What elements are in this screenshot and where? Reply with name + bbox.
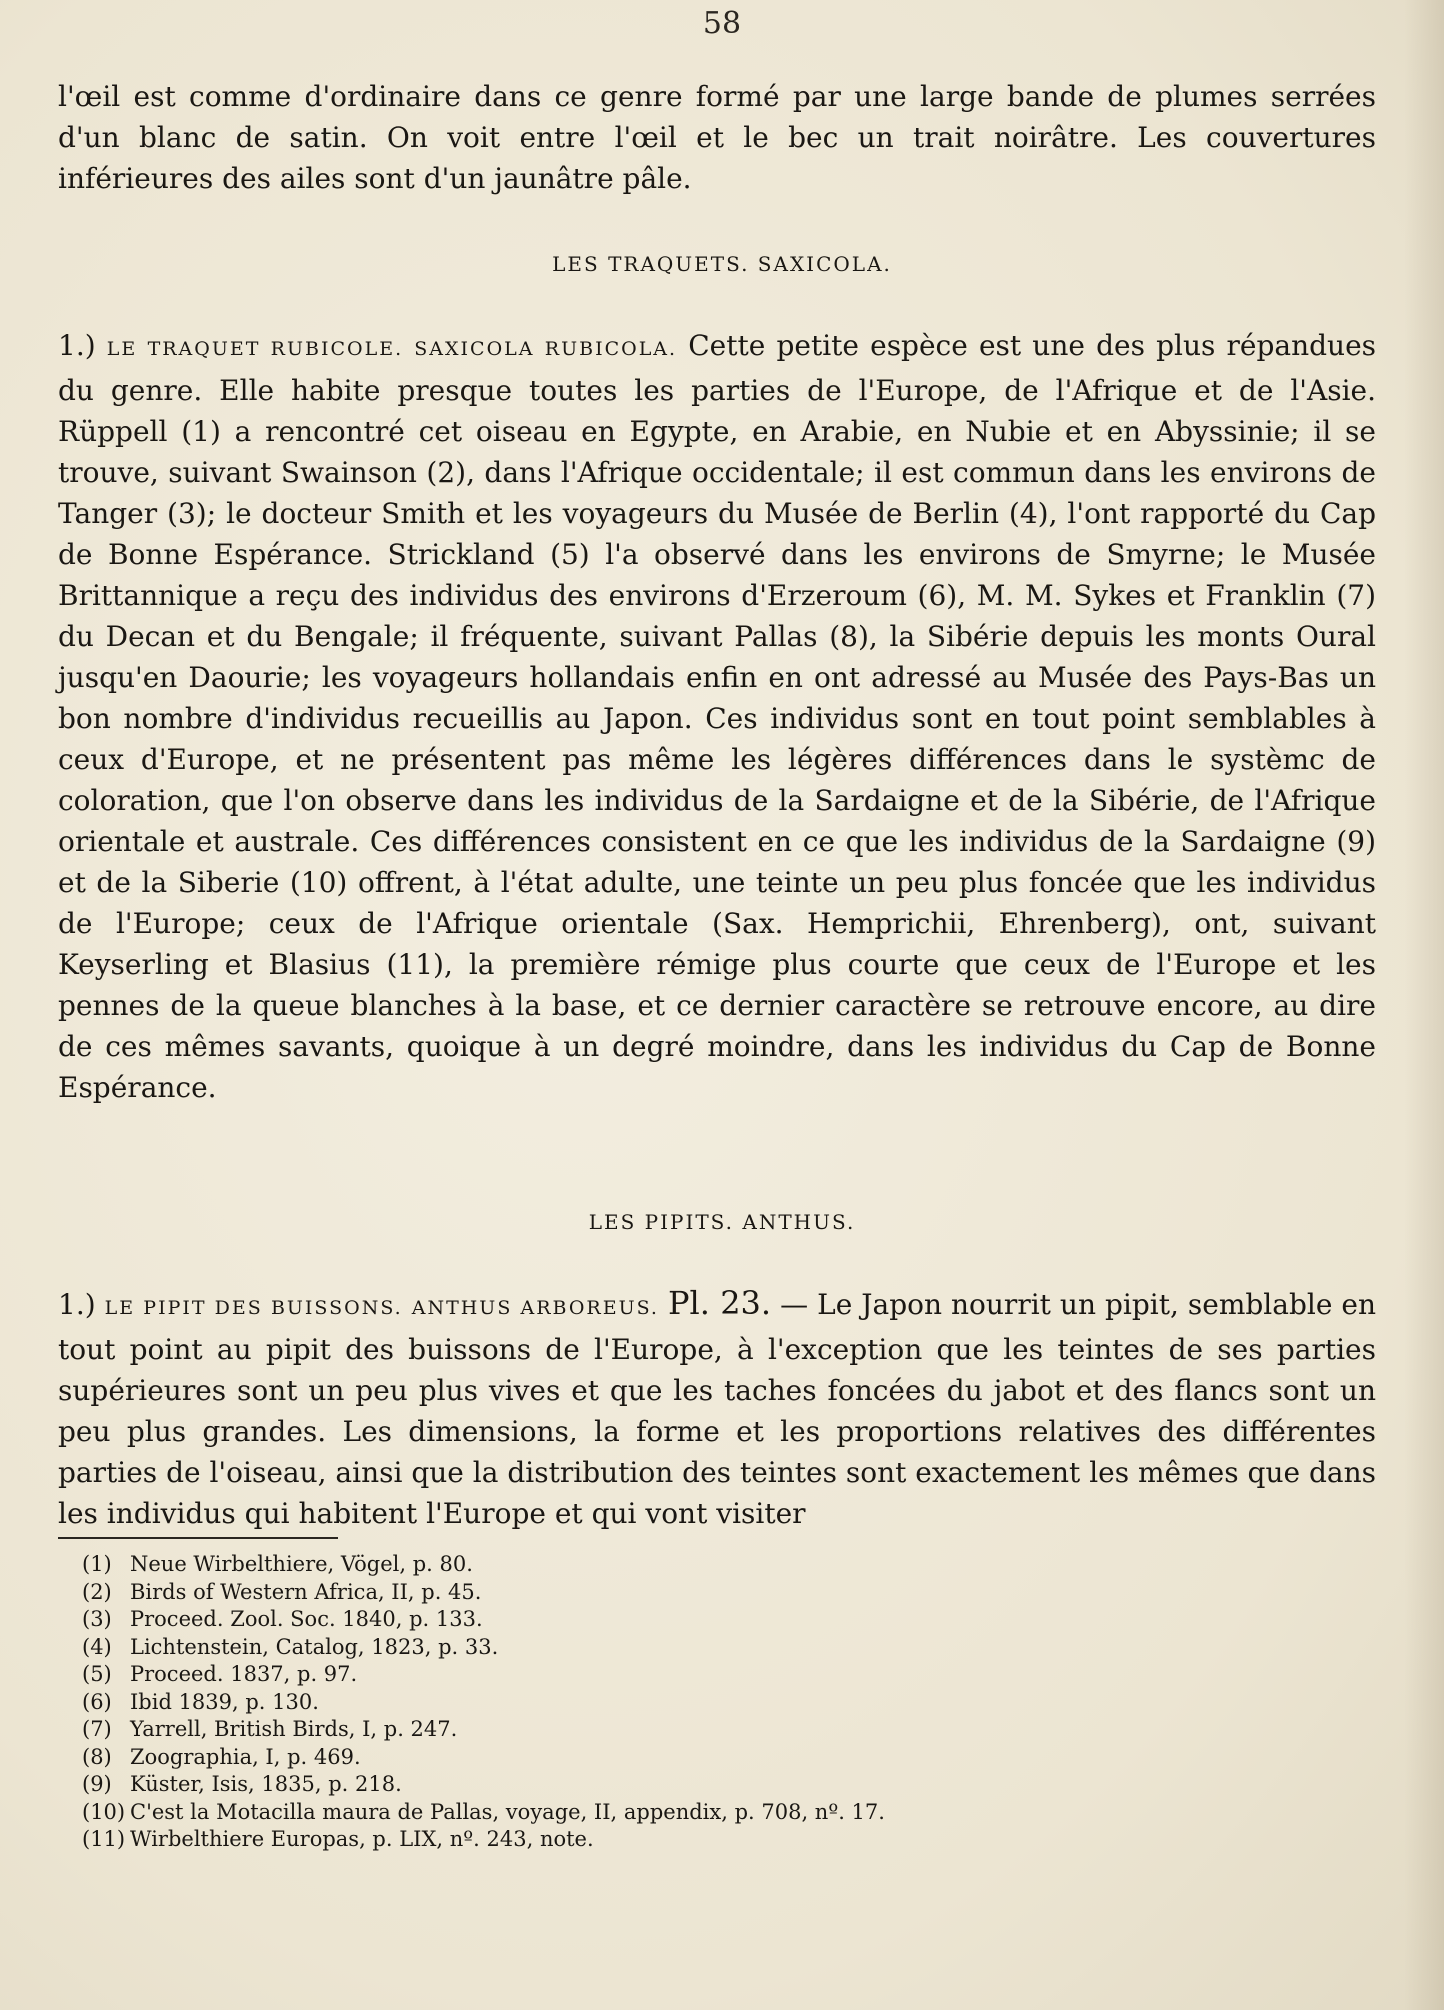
footnote: (5) Proceed. 1837, p. 97. — [82, 1662, 358, 1686]
section-heading-pipits: LES PIPITS. ANTHUS. — [588, 1210, 856, 1234]
section-traquets-paragraph — [58, 325, 1376, 1108]
footnote: (9) Küster, Isis, 1835, p. 218. — [82, 1772, 402, 1796]
page-number: 58 — [702, 6, 742, 41]
footnote: (4) Lichtenstein, Catalog, 1823, p. 33. — [82, 1634, 499, 1659]
footnote: (6) Ibid 1839, p. 130. — [82, 1689, 319, 1714]
section-pipits-paragraph — [58, 1283, 1376, 1534]
intro-paragraph — [58, 76, 1376, 199]
footnote-rule — [58, 1537, 338, 1539]
footnote: (8) Zoographia, I, p. 469. — [82, 1744, 361, 1769]
footnote: (7) Yarrell, British Birds, I, p. 247. — [82, 1717, 458, 1741]
footnote: (10) C'est la Motacilla maura de Pallas, voyage, II, appendix, p. 708, nº. 17. — [82, 1799, 885, 1824]
intro-text: l'œil est comme d'ordinaire dans ce genre formé par une large bande de plumes serrées d'un blanc de satin. On voit entre l'œil et le bec un trait noirâtre. Les couvertures inférieures des ailes sont d'un jaunâtre pâle. — [58, 80, 1376, 195]
footnote: (2) Birds of Western Africa, II, p. 45. — [82, 1579, 482, 1604]
section-heading-traquets: LES TRAQUETS. SAXICOLA. — [552, 252, 892, 276]
page-edge-shadow — [1404, 0, 1444, 2010]
footnote: (3) Proceed. Zool. Soc. 1840, p. 133. — [82, 1607, 483, 1631]
species-description: — Le Japon nourrit un pipit, semblable en tout point au pipit des buissons de l'Europe, à l'exception que les teintes de ses parties supérieures sont un peu plus vives et que les taches foncées du jabot et des flancs sont un peu plus grandes. Les dimensions, la forme et les proportions relatives des différentes parties de l'oiseau, ainsi que la distribution des teintes sont exactement les mêmes que dans les individus qui habitent l'Europe et qui vont visiter — [58, 1288, 1377, 1530]
plate-reference: Pl. 23. — [667, 1284, 772, 1322]
species-description: Cette petite espèce est une des plus répandues du genre. Elle habite presque toutes les parties de l'Europe, de l'Afrique et de l'Asie. Rüppell (1) a rencontré cet oiseau en Egypte, en Arabie, en Nubie et en Abyssinie; il se trouve, suivant Swainson (2), dans l'Afrique occidentale; il est commun dans les environs de Tanger (3); le docteur Smith et les voyageurs du Musée de Berlin (4), l'ont rapporté du Cap de Bonne Espérance. Strickland (5) l'a observé dans les environs de Smyrne; le Musée Brittannique a reçu des individus des environs d'Erzeroum (6), M. M. Sykes et Franklin (7) du Decan et du Bengale; il fréquente, suivant Pallas (8), la Sibérie depuis les monts Oural jusqu'en Daourie; les voyageurs hollandais enfin en ont adressé au Musée des Pays-Bas un bon nombre d'individus recueillis au Japon. Ces individus sont en tout point semblables à ceux d'Europe, et ne présentent pas même les légères différences dans le systèmc de coloration, que l'on observe dans les individus de la Sardaigne et de la Sibérie, de l'Afrique orientale et australe. Ces différences consistent en ce que les individus de la Sardaigne (9) et de la Siberie (10) offrent, à l'état adulte, une teinte un peu plus foncée que les individus de l'Europe; ceux de l'Afrique orientale (Sax. Hemprichii, Ehrenberg), ont, suivant Keyserling et Blasius (11), la première rémige plus courte que ceux de l'Europe et les pennes de la queue blanches à la base, et ce dernier caractère se retrouve encore, au dire de ces mêmes savants, quoique à un degré moindre, dans les individus du Cap de Bonne Espérance. — [58, 329, 1377, 1104]
species-name-latin: SAXICOLA RUBICOLA. — [414, 338, 678, 360]
species-name-fr: LE TRAQUET RUBICOLE. — [106, 338, 404, 360]
footnotes — [82, 1551, 1282, 1854]
species-name-latin: ANTHUS ARBOREUS. — [411, 1297, 659, 1319]
footnote: (11) Wirbelthiere Europas, p. LIX, nº. 243, note. — [82, 1827, 594, 1851]
footnote: (1) Neue Wirbelthiere, Vögel, p. 80. — [82, 1552, 473, 1576]
species-number: 1.) — [58, 329, 96, 362]
species-number: 1.) — [58, 1288, 96, 1321]
species-name-fr: LE PIPIT DES BUISSONS. — [104, 1297, 403, 1319]
